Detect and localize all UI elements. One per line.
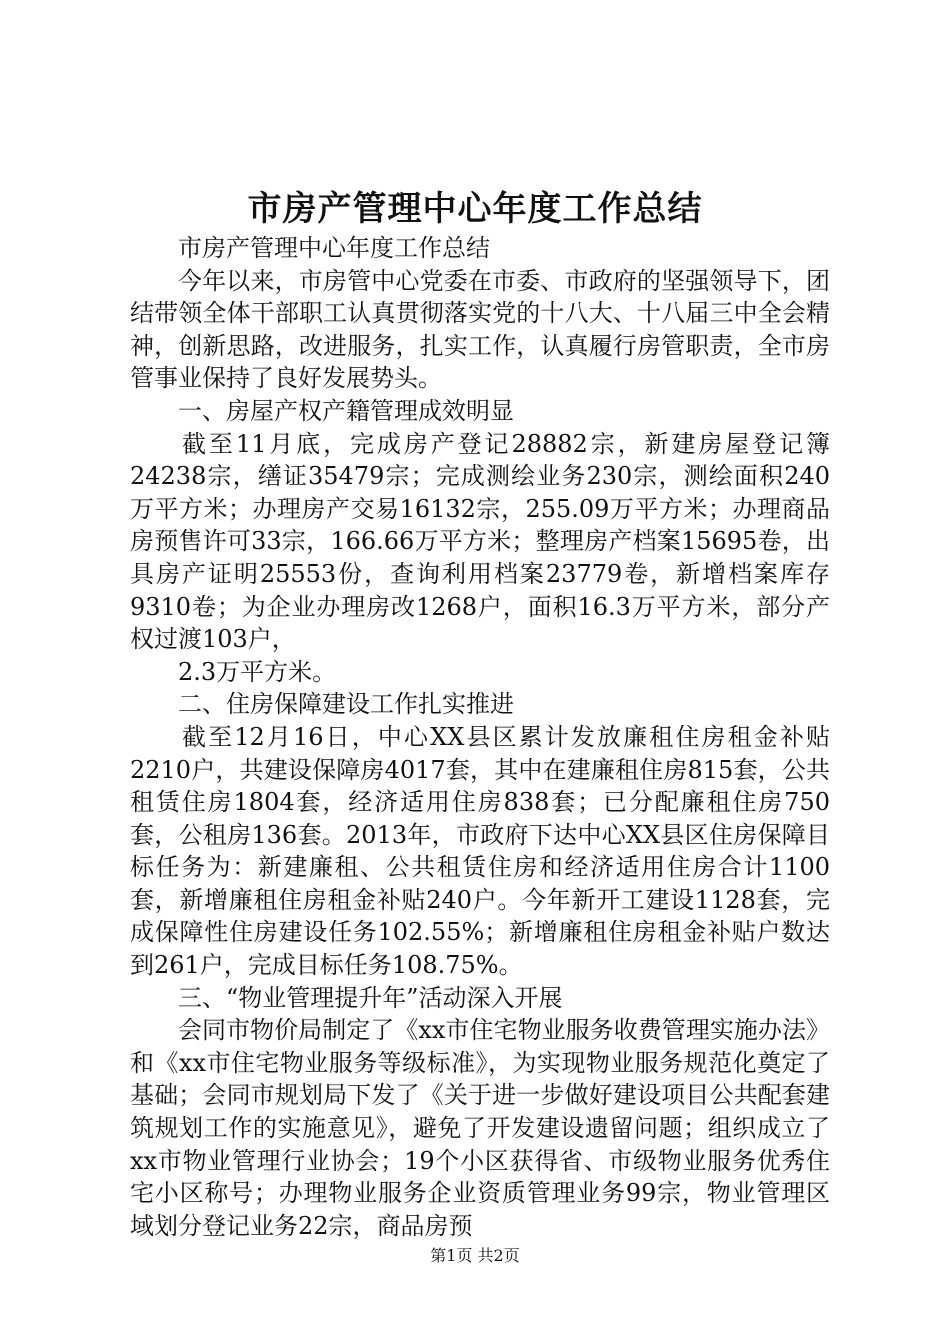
section-heading-3: 三、“物业管理提升年”活动深入开展	[178, 983, 563, 1012]
document-body	[130, 232, 830, 1242]
section-heading-2: 二、住房保障建设工作扎实推进	[178, 690, 514, 719]
paragraph-section-2: 截至12月16日，中心XX县区累计发放廉租住房租金补贴2210户，共建设保障房4017套，其中在建廉租住房815套，公共租赁住房1804套，经济适用住房838套；已分配廉租住房750套，公租房136套。2013年，市政府下达中心XX县区住房保障目标任务为：新建廉租、公共租赁住房和经济适用住房合计1100套，新增廉租住房租金补贴240户。今年新开工建设1128套，完成保障性住房建设任务102.55%；新增廉租住房租金补贴户数达到261户，完成目标任务108.75%。	[130, 722, 830, 980]
document-title: 市房产管理中心年度工作总结	[247, 189, 703, 229]
paragraph-intro: 今年以来，市房管中心党委在市委、市政府的坚强领导下，团结带领全体干部职工认真贯彻落实党的十八大、十八届三中全会精神，创新思路，改进服务，扎实工作，认真履行房管职责，全市房管事业保持了良好发展势头。	[130, 266, 830, 393]
paragraph-subtitle: 市房产管理中心年度工作总结	[178, 234, 490, 262]
paragraph-section-1: 截至11月底，完成房产登记28882宗，新建房屋登记簿24238宗，缮证35479宗；完成测绘业务230宗，测绘面积240万平方米；办理房产交易16132宗，255.09万平方米；办理商品房预售许可33宗，166.66万平方米；整理房产档案15695卷，出具房产证明25553份，查询利用档案23779卷，新增档案库存9310卷；为企业办理房改1268户，面积16.3万平方米，部分产权过渡103户，	[130, 429, 830, 654]
paragraph-section-3: 会同市物价局制定了《xx市住宅物业服务收费管理实施办法》和《xx市住宅物业服务等级标准》，为实现物业服务规范化奠定了基础；会同市规划局下发了《关于进一步做好建设项目公共配套建筑规划工作的实施意见》，避免了开发建设遗留问题；组织成立了xx市物业管理行业协会；19个小区获得省、市级物业服务优秀住宅小区称号；办理物业服务企业资质管理业务99宗，物业管理区域划分登记业务22宗，商品房预	[130, 1016, 830, 1240]
section-heading-1: 一、房屋产权产籍管理成效明显	[178, 396, 514, 425]
page-number-footer: 第1页 共2页	[430, 1246, 520, 1265]
paragraph-section-1-continued: 2.3万平方米。	[178, 657, 337, 686]
